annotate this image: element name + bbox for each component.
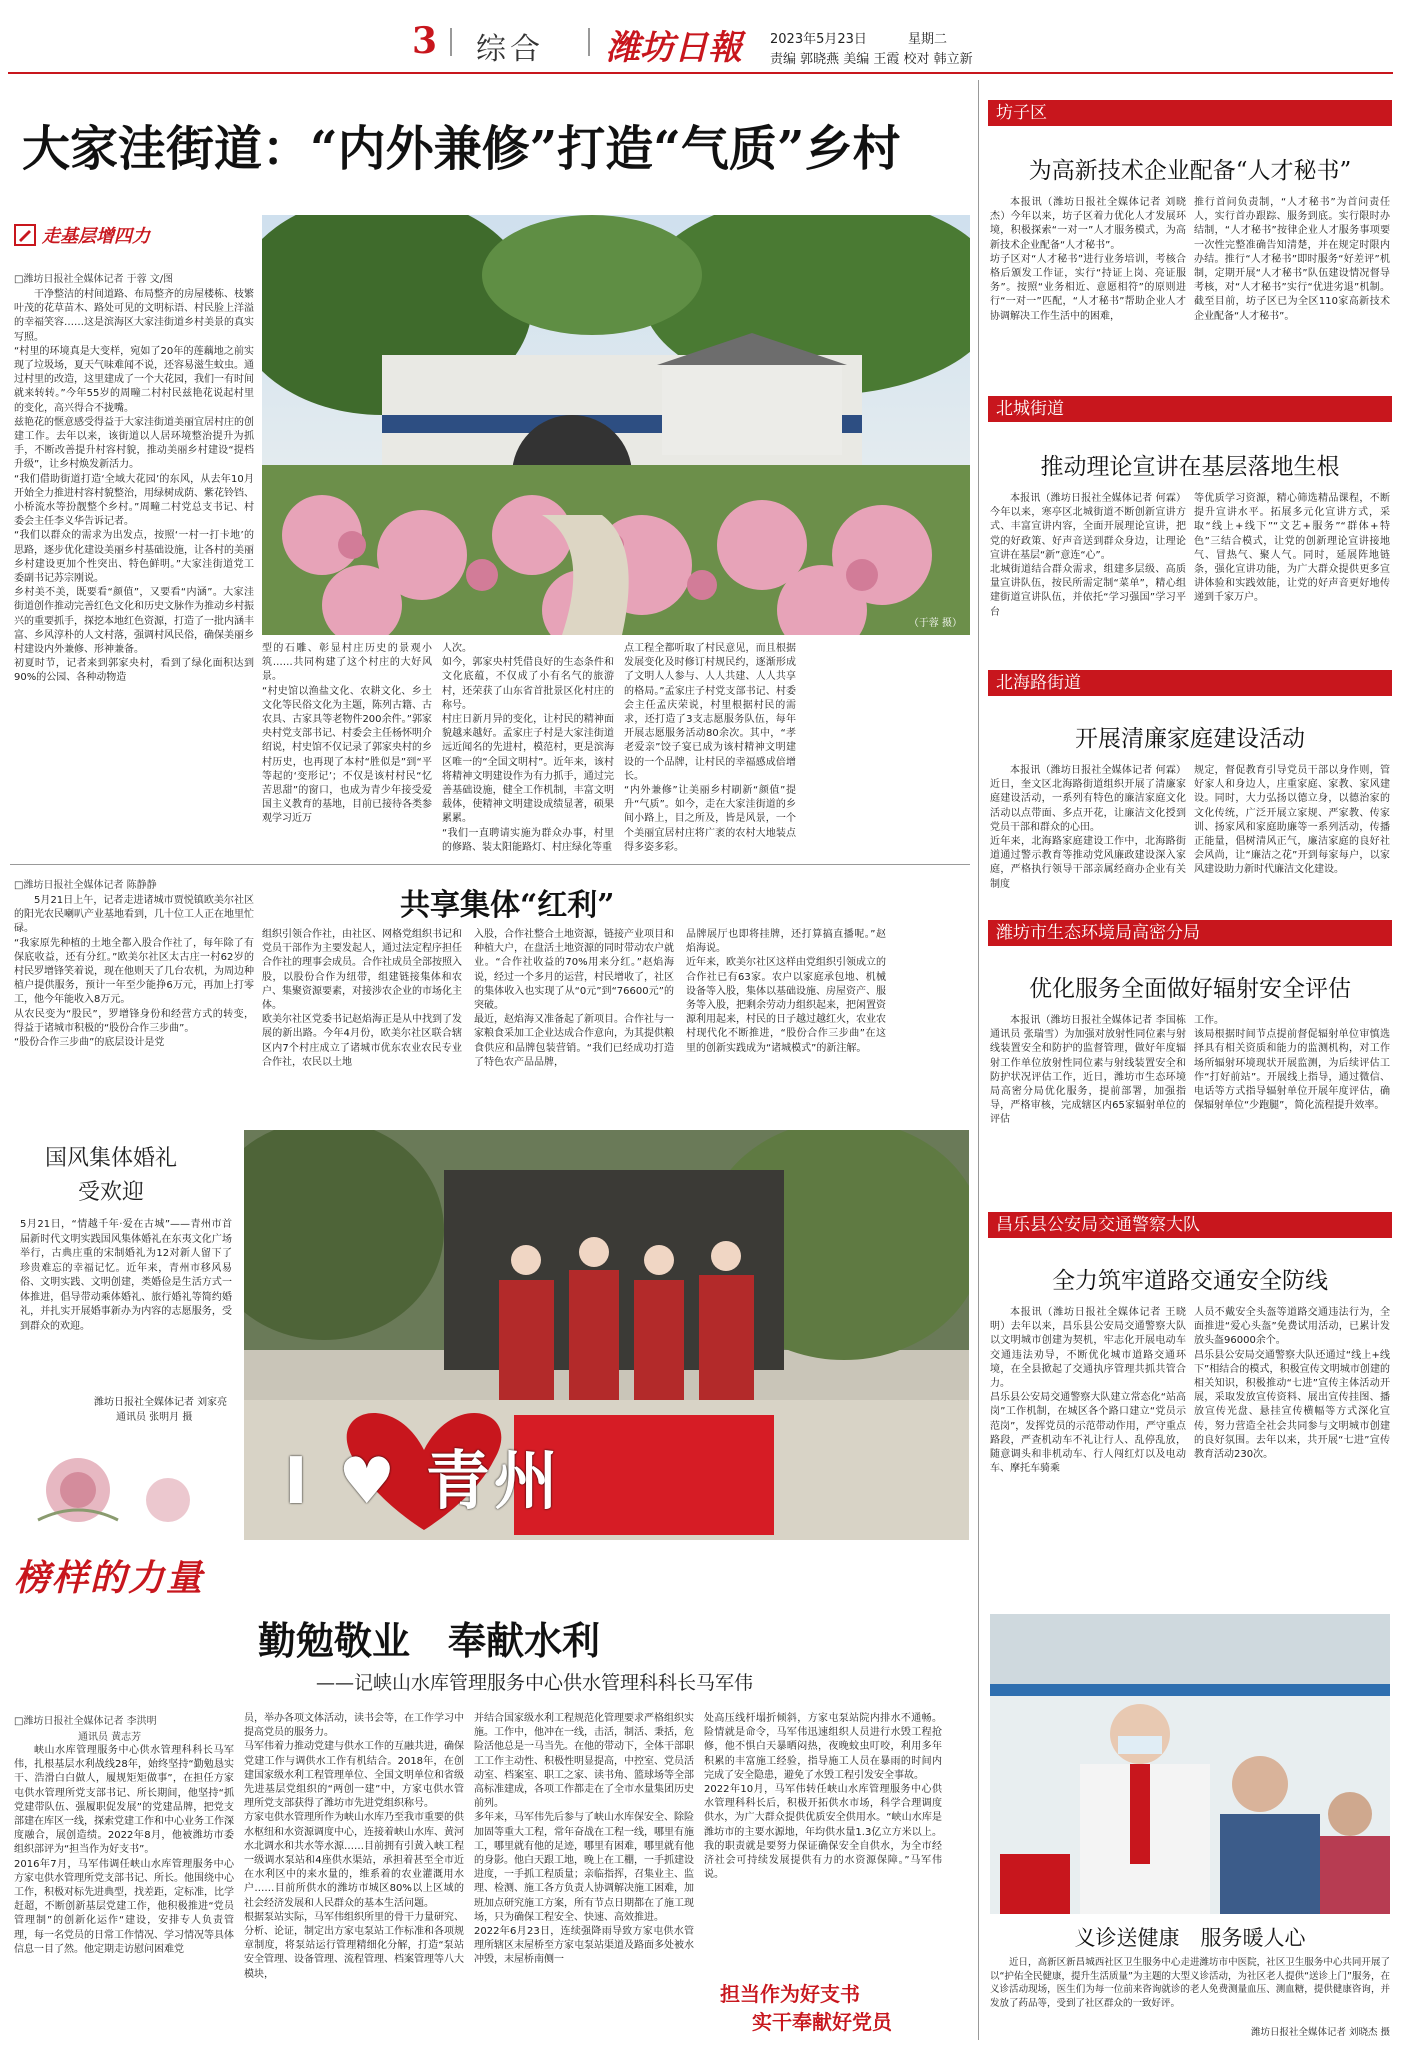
sidebar-3-column-1-text: 本报讯（潍坊日报社全媒体记者 李国栋 通讯员 张瑞雪）为加强对放射性同位素与射线装置安全和防护的监督管理，做好年度辐射工作单位放射性同位素与射线装置安全和防护状况评估工作，近日，潍坊市生态环境局高密分局优化服务，提前部署，加强指导，严格审核，完成辖区内65家辐射单位的评估 [990,1015,1186,1126]
story2-column-4 [686,928,886,1128]
profile-column-2 [244,1712,464,2040]
wedding-photo [244,1130,969,1540]
wedding-credit-2: 通讯员 张明月 摄 [116,1412,193,1423]
sidebar-3-column-2 [1194,1014,1390,1204]
sidebar-headline-4: 全力筑牢道路交通安全防线 [1052,1268,1328,1294]
sidebar-headline-1: 推动理论宣讲在基层落地生根 [1040,454,1340,480]
sidebar-0-column-2-text: 推行首问负责制，“人才秘书”为首问责任人，实行首办跟踪、服务到底。实行限时办结制，“人才秘书”按律企业人才服务事项要一次性完整准确告知清楚，并在规定时限内办结。推行“人才秘书”即时服务“好差评”机制，定期开展“人才秘书”队伍建设情况督导考核，对“人才秘书”实行“优进劣退”机制。截至目前，坊子区已为全区110家高新技术企业配备“人才秘书”。 [1194,197,1390,322]
sidebar-section-1: 北城街道 [988,396,1392,422]
lead-column-4 [624,642,796,857]
sidebar-4-column-2-text: 人员不戴安全头盔等道路交通违法行为，全面推进“爱心头盔”免费试用活动，已累计发放头盔96000余个。 昌乐县公安局交通警察大队还通过“线上+线下”相结合的模式，积极宣传文明城市创建的相关知识，积极推动“七进”宣传主体活动开展，采取发放宣传资料、展出宣传挂图、播放宣传光盘、悬挂宣传横幅等方式深化宣传，努力营造全社会共同参与文明城市创建的良好氛围。去年以来，共开展“七进”宣传教育活动230次。 [1194,1307,1390,1461]
masthead-rule [8,72,1393,74]
story2-column-1-text: 5月21日上午，记者走进诸城市贾悦镇欧美尔社区的阳光农民喇叭产业基地看到，几十位工人正在地里忙碌。 “我家原先种植的土地全都入股合作社了，每年除了有保底收益，还有分红。”欧美尔社区太古庄一村62岁的村民罗增锋笑着说，现在他则天了几台农机，为周边种植户提供服务，预计一年至少能挣6万元，再加上打零工，他今年能收入8万元。 从农民变为“股民”，罗增锋身份和经营方式的转变，得益于诸城市积极的“股份合作三步曲”。 “股份合作三步曲”的底层设计是党 [14,895,254,1049]
sidebar-section-2: 北海路街道 [988,670,1392,696]
profile-subheadline: ——记峡山水库管理服务中心供水管理科科长马军伟 [316,1672,754,1694]
story2-column-3 [474,928,674,1128]
lead-column-2-text: 型的石雕、彰显村庄历史的景观小筑……共同构建了这个村庄的大好风景。 “村史馆以渔盐文化、农耕文化、乡土文化等民俗文化为主题，陈列古籍、古农具、古家具等老物件200余件。”郭家央村党支部书记、村委会主任杨怀明介绍说，村史馆不仅记录了郭家央村的乡村历史，也再现了本村“胜似是”到“平等起的‘变形记’；不仅是该村村民“忆苦思甜”的窗口，也成为青少年接受爱国主义教育的基地，目前已接待各类参观学习近万 [262,643,432,825]
sidebar-2-column-1-text: 本报讯（潍坊日报社全媒体记者 何霖）近日，奎文区北海路街道组织开展了清廉家庭建设活动，一系列有特色的廉洁家庭文化活动以点带面、多点开花，让廉洁文化授到党员干部和群众的心田。 近年来，北海路家庭建设工作中，北海路街道通过警示教育等推动党风廉政建设深入家庭，严格执行领导干部亲属经商办企业有关制度 [990,765,1186,890]
profile-column-2-text: 员，举办各项文体活动，读书会等，在工作学习中提高党员的服务力。 马军伟着力推动党建与供水工作的互融共进，确保党建工作与调供水工作有机结合。2018年，在创建国家级水利工程管理单位、全国文明单位和省级先进基层党组织的“两创一建”中，方家屯供水管理所党支部获得了潍坊市先进党组织称号。 方家屯供水管理所作为峡山水库乃至我市重要的供水枢纽和水资源调度中心，连接着峡山水库、黄河水北调水和共水等水源……目前拥有引黄入峡工程一级调水泵站和4座供水渠站，承担着甚至全市近在水利区中的来水量的，维系着的农业灌溉用水户……目前所供水的潍坊市城区80%以上区域的社会经济发展和人民群众的基本生活问题。 根据泵站实际，马军伟组织所里的骨干力量研究、分析、论证，制定出方家屯泵站工作标准和各项规章制度，将泵站运行管理精细化分解，打造“泵站安全管理、设备管理、流程管理、档案管理等八大模块， [244,1713,464,1980]
section-name: 综合 [476,32,544,67]
wedding-credit-1: 潍坊日报社全媒体记者 刘家亮 [94,1397,228,1408]
profile-byline-2: 通讯员 黄志芳 [78,1732,142,1743]
sidebar-0-column-1 [990,196,1186,396]
story2-column-2 [262,928,462,1128]
pen-icon [14,224,36,246]
sidebar-4-column-1 [990,1306,1186,1606]
column-tag-label: 走基层增四力 [42,226,150,247]
lead-rule [10,864,970,865]
lead-column-2 [262,642,432,857]
profile-headline: 勤勉敬业 奉献水利 [258,1618,601,1663]
lead-photo-caption: （于蓉 摄） [908,618,962,629]
sidebar-4-column-1-text: 本报讯（潍坊日报社全媒体记者 王晓明）去年以来，昌乐县公安局交通警察大队以文明城市创建为契机，牢志化开展电动车交通违法劝导，不断优化城市道路交通环境，在全县掀起了交通执序管理共抓共管合力。 昌乐县公安局交通警察大队建立常态化“站高岗”工作机制，在城区各个路口建立“党员示范岗”，发挥党员的示范带动作用，严守重点路段，严查机动车不礼让行人、乱停乱放，随意调头和非机动车、行人闯红灯以及电动车、摩托车骑乘 [990,1307,1186,1475]
health-text: 近日，高新区新昌城西社区卫生服务中心走进潍坊市中医院，社区卫生服务中心共同开展了以“护佑全民健康，提升生活质量”为主题的大型义诊活动，为社区老人提供“送诊上门”服务，在义诊活动现场，医生们为每一位前来咨询就诊的老人免费测量血压、测血糖，提供健康咨询，并发放了药品等，受到了社区群众的一致好评。 [990,1957,1390,2009]
masthead [0,0,1401,70]
sidebar-2-column-2-text: 规定，督促教育引导党员干部以身作则，管好家人和身边人，庄重家庭、家教、家风建设。同时，大力弘扬以德立身，以德治家的文化传统，广泛开展立家规、严家教、传家训、扬家风和家庭助廉等一系列活动，传播正能量，倡树清风正气，廉洁家庭的良好社会风尚，让“廉洁之花”开到每家每户，以家风建设助力新时代廉洁文化建设。 [1194,765,1390,876]
story2-column-2-text: 组织引领合作社，由社区、网格党组织书记和党员干部作为主要发起人，通过法定程序担任合作社的理事会成员。合作社成员全部按照入股，以股份合作为纽带，组建链接集体和农户、集聚资源要素，对接涉农企业的市场化主体。 欧美尔社区党委书记赵焰海正是从中找到了发展的新出路。今年4月份，欧美尔社区联合辖区内7个村庄成立了诸城市优东农业农民专业合作社，农民以土地 [262,929,462,1068]
profile-column-4 [704,1712,942,1970]
main-sidebar-divider [978,80,979,2040]
sidebar-0-column-1-text: 本报讯（潍坊日报社全媒体记者 刘晓杰）今年以来，坊子区着力优化人才发展环境，积极探索“一对一”人才服务模式，为高新技术企业配备“人才秘书”。 坊子区对“人才秘书”进行业务培训，考核合格后颁发工作证，实行“持证上岗、亮证服务”。按照“业务相近、意愿相符”的原则进行“一对一”匹配，“人才秘书”帮助企业人才协调解决工作生活中的困难， [990,197,1186,322]
paper-logo: 潍坊日報 [606,28,742,68]
sidebar-0-column-2 [1194,196,1390,396]
story2-column-1 [14,894,254,1130]
sidebar-1-column-2-text: 等优质学习资源，精心筛选精品课程，不断提升宣讲水平。拓展多元化宣讲方式，采取“线上+线下”“文艺+服务”“群体+特色”三结合模式，让党的创新理论宣讲接地气、冒热气、聚人气。同时，延展阵地链条，强化宣讲功能，为广大群众提供更多宣讲体验和实践效能，让党的好声音更好地传递到千家万户。 [1194,493,1390,604]
story2-column-3-text: 入股，合作社整合土地资源，链接产业项目和种植大户，在盘活土地资源的同时带动农户就业。“合作社收益的70%用来分红。”赵焰海说，经过一个多月的运营，村民增收了，社区的集体收入也实现了从“0元”到“76600元”的突破。 最近，赵焰海又准备起了新项目。合作社与一家粮食采加工企业达成合作意向，为其提供粮食供应和品牌包装营销。“我们已经成功打造了特色农产品品牌， [474,929,674,1068]
sidebar-section-4: 昌乐县公安局交通警察大队 [988,1212,1392,1238]
lead-column-4-text: 点工程全都听取了村民意见，而且根据发展变化及时修订村规民约，逐渐形成了文明人人参与、人人共建、人人共享的格局。”孟家庄子村党支部书记、村委会主任孟庆荣说，村里根据村民的需求，还打造了3支志愿服务队伍，每年开展志愿服务活动80余次。其中，“孝老爱亲”饺子宴已成为该村精神文明建设的一个品牌，让村民的幸福感成倍增长。 “内外兼修”让美丽乡村刷新“颜值”提升“气质”。如今，走在大家洼街道的乡间小路上，目之所及，皆是风景，一个个美丽宜居村庄将广袤的农村大地装点得多姿多彩。 [624,643,796,853]
page-number: 3 [412,20,438,62]
sidebar-1-column-2 [1194,492,1390,662]
profile-column-3 [474,1712,694,2040]
lead-column-1-text: 干净整洁的村间道路、布局整齐的房屋楼栋、枝繁叶茂的花草苗木、路处可见的文明标语、村民脸上洋溢的幸福笑容……这是滨海区大家洼街道乡村美景的真实写照。 “村里的环境真是大变样，宛如了20年的莲藕地之前实现了垃圾场，夏天气味难闻不说，还容易滋生蚊虫。通过村里的改造，这里建成了一个大花园，我们一有时间就来转转。”今年55岁的周疃二村村民兹艳花说起村里的变化，高兴得合不拢嘴。 兹艳花的惬意感受得益于大家洼街道美丽宜居村庄的创建工作。去年以来，该街道以人居环境整治提升为抓手，不断改善提升村容村貌，推动美丽乡村建设“提档升级”，让乡村焕发新活力。 “我们借助街道打造‘全域大花园’的东风，从去年10月开始全力推进村容村貌整治，用绿树成荫、紫花铃铛、小桥流水等扮靓整个乡村。”周疃二村党总支书记、村委会主任李义华告诉记者。 “我们以群众的需求为出发点，按照‘一村一打卡地’的思路，逐步优化建设美丽乡村基础设施，让各村的美丽乡村建设更加个性突出、特色鲜明。”大家洼街道党工委副书记苏宗刚说。 乡村美不美，既要看“颜值”，又要看“内涵”。大家洼街道创作推动完善红色文化和历史文脉作为推动乡村振兴的重要抓手，探挖本地红色资源，打造了一批内涵丰富、乡风淳朴的人文村落，强调村风民俗，确保美丽乡村建设内外兼修、形神兼备。 初夏时节，记者来到郭家央村，看到了绿化面积达到90%的公园、各种动物造 [14,289,254,684]
lead-column-1 [14,288,254,855]
lead-headline: 大家洼街道：“内外兼修”打造“气质”乡村 [22,121,901,177]
sidebar-headline-2: 开展清廉家庭建设活动 [1075,726,1305,752]
profile-column-1 [14,1744,234,2040]
sidebar-headline-3: 优化服务全面做好辐射安全评估 [1029,976,1351,1002]
editor-credits: 责编 郭晓燕 美编 王霞 校对 韩立新 [770,52,973,67]
story2-column-4-text: 品牌展厅也即将挂牌，还打算搞直播呢。”赵焰海说。 近年来，欧美尔社区这样由党组织引领成立的合作社已有63家。农户以家庭承包地、机械设备等入股，集体以基础设施、房屋资产、服务等入股，把剩余劳动力组织起来，把闲置资源利用起来，村民的日子越过越红火，农业农村现代化不断推进，“股份合作三步曲”在这里的创新实践成为“诸城模式”的新注解。 [686,929,886,1054]
peony-decoration-icon [18,1430,230,1530]
profile-column-1-text: 峡山水库管理服务中心供水管理科科长马军伟，扎根基层水利战线28年，始终坚持“勤勉恳实干、浩滑白白做人，履规矩矩做事”，在担任方家屯供水管理所党支部书记、所长期间，他坚持“抓党建带队伍、强履职促发展”的党建品牌，把党支部建在库区一线，探索党建工作和中心业务工作深度融合，展创造绩。2022年8月，他被潍坊市委组织部评为“担当作为好支书”。 2016年7月，马军伟调任峡山水库管理服务中心方家屯供水管理所党支部书记、所长。他围绕中心工作，积极对标先进典型，找差距，定标准，比学赶超，不断创新基层党建工作，他积极推进“党员管理制”的创新化运作“建设，安排专人负责管理，每一名党员的日常工作情况、学习情况等具体信息一目了然。他定期走访慰问困难党 [14,1745,234,1955]
wedding-headline: 国风集体婚礼受欢迎 [44,1146,177,1205]
wedding-box [14,1130,236,1540]
profile-slogan-2: 实干奉献好党员 [752,2010,892,2034]
profile-banner: 榜样的力量 [14,1557,205,1599]
issue-date: 2023年5月23日 [770,32,867,47]
sidebar-1-column-1 [990,492,1186,662]
profile-column-3-text: 并结合国家级水利工程规范化管理要求严格组织实施。工作中，他冲在一线，击活，制活、秉括，危险活他总是一马当先。在他的带动下，全体干部职工工作主动性、积极性明显提高，中控室、党员活动室、档案室、职工之家、读书角、篮球场等全部高标准建成，各项工作都走在了全市水量集团历史前列。 多年来，马军伟先后参与了峡山水库保安全、除险加固等重大工程，常年奋战在工程一线，哪里有施工，哪里就有他的足迹，哪里有困难，哪里就有他的身影。他白天跟工地，晚上在工棚，一手抓建设进度，一手抓工程质量；亲临指挥，召集业主、监理、检测、施工各方负责人协调解决施工困难，加班加点研究施工方案，所有节点日期都在了施工现场，只为确保工程安全、快速、高效推进。 2022年6月23日，连续强降雨导致方家屯供水管理所辖区末屋桥至方家屯泵站渠道及路面多处被水冲毁，末屋桥南侧一 [474,1713,694,1966]
masthead-divider [450,28,452,56]
wedding-sign-text: I ♥ 青州 [284,1445,562,1519]
sidebar-section-3: 潍坊市生态环境局高密分局 [988,920,1392,946]
masthead-divider-2 [588,28,590,56]
sidebar-3-column-1 [990,1014,1186,1204]
sidebar-section-0: 坊子区 [988,100,1392,126]
health-credit: 潍坊日报社全媒体记者 刘晓杰 摄 [1250,2027,1390,2038]
sidebar-1-column-1-text: 本报讯（潍坊日报社全媒体记者 何霖）今年以来，寒亭区北城街道不断创新宣讲方式、丰富宣讲内容，全面开展理论宣讲，把党的好政策、好声音送到群众身边，让理论宣讲在基层“新”意连“心”。 北城街道结合群众需求，组建多层级、高质量宣讲队伍，按民所需定制“菜单”，精心组建街道宣讲队伍，并依托“学习强国”学习平台 [990,493,1186,618]
profile-column-4-text: 处高压线杆塌折倾斜，方家屯泵站院内排水不通畅。险情就是命令，马军伟迅速组织人员进行水毁工程抢修，他不惧白天暴晒闷热，夜晚蚊虫叮咬，利用多年积累的丰富施工经验，指导施工人员在暴雨的时间内完成了安全隐患，避免了水毁工程引发安全事故。 2022年10月，马军伟转任峡山水库管理服务中心供水管理科科长后，积极开拓供水市场，科学合理调度供水，为广大群众提供优质安全供用水。“峡山水库是潍坊市的主要水源地，年均供水量1.3亿立方米以上。我的职责就是要努力保证确保安全自供水，为全市经济社会可持续发展提供有力的水资源保障。”马军伟说。 [704,1713,942,1881]
health-headline: 义诊送健康 服务暖人心 [1074,1926,1306,1950]
sidebar-headline-0: 为高新技术企业配备“人才秘书” [1028,158,1352,184]
story2-byline: □潍坊日报社全媒体记者 陈静静 [14,880,157,891]
lead-column-3-text: 人次。 如今，郭家央村凭借良好的生态条件和文化底蕴，不仅成了小有名气的旅游村，还荣获了山东省首批景区化村庄的称号。 村庄日新月异的变化，让村民的精神面貌越来越好。孟家庄子村是大家洼街道远近闻名的先进村，模范村，更是滨海区唯一的“全国文明村”。近年来，该村将精神文明建设作为有力抓手，通过完善基础设施，健全工作机制，丰富文明载体，使精神文明建设成绩显著，硕果累累。 “我们一直聘请实施为群众办事，村里的修路、装太阳能路灯、村庄绿化等重 [442,643,614,853]
sidebar-2-column-2 [1194,764,1390,914]
health-photo [990,1614,1390,1914]
issue-weekday: 星期二 [908,32,948,47]
column-tag [14,222,194,248]
lead-column-3 [442,642,614,857]
lead-byline: □潍坊日报社全媒体记者 于蓉 文/图 [14,274,174,285]
sidebar-3-column-2-text: 工作。 该局根据时间节点提前督促辐射单位审慎选择具有相关资质和能力的监测机构，对工作场所辐射环境现状开展监测，为后续评估工作“打好前站”。开展线上指导，通过微信、电话等方式指导辐射单位开展年度评估，确保辐射单位“少跑腿”，简化流程提升效率。 [1194,1015,1390,1112]
sidebar-2-column-1 [990,764,1186,914]
wedding-text: 5月21日，“情越千年·爱在古城”——青州市首届新时代文明实践国风集体婚礼在东夷文化广场举行，古典庄重的宋制婚礼为12对新人留下了珍贵难忘的幸福记忆。近年来，青州市移风易俗、文明实践、文明创建，类婚俭是生活方式一体推进，倡导带动乘体婚礼、旅行婚礼等简约婚礼，并扎实开展婚事新办为内容的志愿服务，受到群众的欢迎。 [20,1219,232,1332]
profile-slogan-1: 担当作为好支书 [720,1982,860,2006]
story2-headline: 共享集体“红利” [400,888,615,923]
lead-photo [262,215,970,635]
profile-byline-1: □潍坊日报社全媒体记者 李洪明 [14,1716,157,1727]
sidebar-4-column-2 [1194,1306,1390,1606]
